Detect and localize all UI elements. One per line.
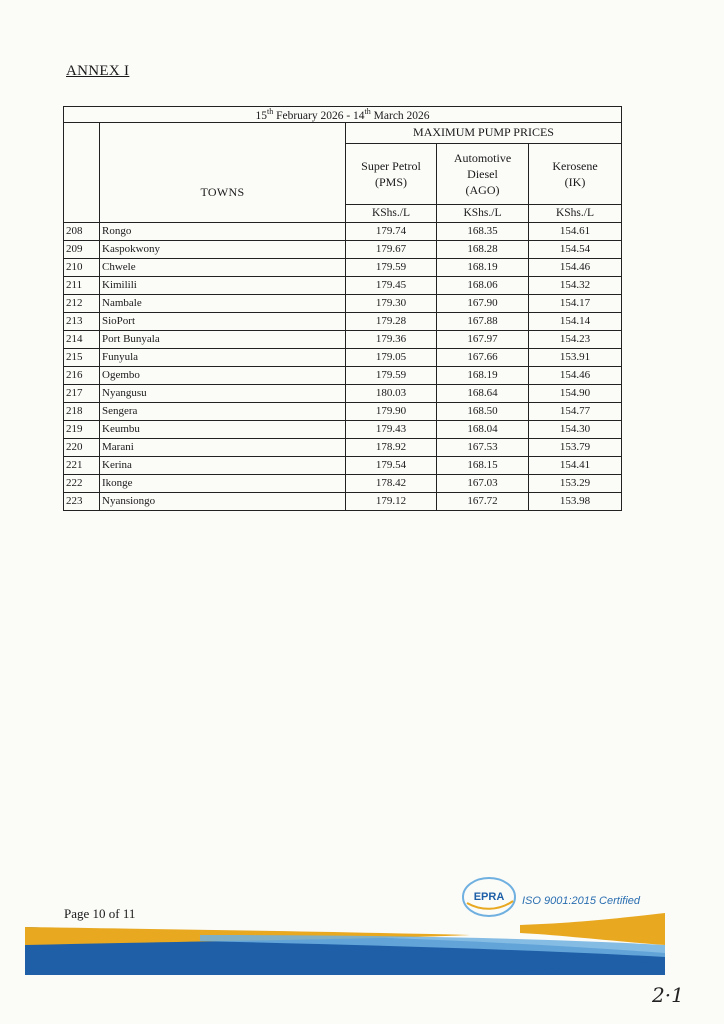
town-name: Kerina bbox=[100, 456, 346, 474]
epra-logo-text: EPRA bbox=[473, 891, 505, 903]
town-name: Ikonge bbox=[100, 474, 346, 492]
ik-price: 154.54 bbox=[529, 240, 622, 258]
pms-column-header: Super Petrol (PMS) bbox=[346, 143, 437, 204]
table-row bbox=[64, 222, 622, 240]
table-row bbox=[64, 294, 622, 312]
ik-price: 154.61 bbox=[529, 222, 622, 240]
pms-unit: KShs./L bbox=[346, 204, 437, 222]
table-row bbox=[64, 456, 622, 474]
town-name: SioPort bbox=[100, 312, 346, 330]
page-number: Page 10 of 11 bbox=[64, 906, 136, 921]
pms-price: 179.67 bbox=[346, 240, 437, 258]
ik-price: 153.91 bbox=[529, 348, 622, 366]
ik-price: 154.17 bbox=[529, 294, 622, 312]
table-row bbox=[64, 240, 622, 258]
ago-price: 167.90 bbox=[437, 294, 529, 312]
pms-price: 178.42 bbox=[346, 474, 437, 492]
pump-prices-table bbox=[63, 106, 622, 511]
pms-price: 179.90 bbox=[346, 402, 437, 420]
pms-price: 180.03 bbox=[346, 384, 437, 402]
ago-price: 167.53 bbox=[437, 438, 529, 456]
row-number: 221 bbox=[64, 456, 100, 474]
town-name: Sengera bbox=[100, 402, 346, 420]
iso-certification: ISO 9001:2015 Certified bbox=[522, 895, 641, 907]
ago-price: 168.04 bbox=[437, 420, 529, 438]
handwritten-mark: 2·1 bbox=[652, 983, 684, 1007]
row-number: 217 bbox=[64, 384, 100, 402]
table-row bbox=[64, 366, 622, 384]
row-number: 208 bbox=[64, 222, 100, 240]
pms-price: 179.36 bbox=[346, 330, 437, 348]
row-number: 214 bbox=[64, 330, 100, 348]
table-row bbox=[64, 330, 622, 348]
ik-price: 153.98 bbox=[529, 492, 622, 510]
pms-price: 179.30 bbox=[346, 294, 437, 312]
ik-price: 154.46 bbox=[529, 366, 622, 384]
table-row bbox=[64, 312, 622, 330]
pms-price: 179.43 bbox=[346, 420, 437, 438]
ago-unit: KShs./L bbox=[437, 204, 529, 222]
row-number: 223 bbox=[64, 492, 100, 510]
row-number: 212 bbox=[64, 294, 100, 312]
town-name: Nyangusu bbox=[100, 384, 346, 402]
town-name: Nyansiongo bbox=[100, 492, 346, 510]
table-row bbox=[64, 384, 622, 402]
ago-price: 168.50 bbox=[437, 402, 529, 420]
table-row bbox=[64, 258, 622, 276]
ik-price: 154.30 bbox=[529, 420, 622, 438]
ik-price: 153.29 bbox=[529, 474, 622, 492]
ago-price: 168.64 bbox=[437, 384, 529, 402]
period-header: 15th February 2026 - 14th March 2026 bbox=[64, 107, 622, 123]
table-row bbox=[64, 474, 622, 492]
row-number-header bbox=[64, 122, 100, 222]
ago-price: 168.19 bbox=[437, 366, 529, 384]
row-number: 222 bbox=[64, 474, 100, 492]
pms-price: 179.74 bbox=[346, 222, 437, 240]
row-number: 211 bbox=[64, 276, 100, 294]
max-prices-header: MAXIMUM PUMP PRICES bbox=[346, 122, 622, 143]
table-body bbox=[64, 222, 622, 510]
row-number: 216 bbox=[64, 366, 100, 384]
row-number: 209 bbox=[64, 240, 100, 258]
ik-price: 153.79 bbox=[529, 438, 622, 456]
town-name: Nambale bbox=[100, 294, 346, 312]
epra-logo bbox=[461, 875, 521, 919]
ik-price: 154.14 bbox=[529, 312, 622, 330]
row-number: 210 bbox=[64, 258, 100, 276]
ago-price: 168.28 bbox=[437, 240, 529, 258]
ik-price: 154.77 bbox=[529, 402, 622, 420]
ago-price: 167.66 bbox=[437, 348, 529, 366]
town-name: Kimilili bbox=[100, 276, 346, 294]
town-name: Port Bunyala bbox=[100, 330, 346, 348]
ago-price: 168.35 bbox=[437, 222, 529, 240]
table-row bbox=[64, 492, 622, 510]
town-name: Rongo bbox=[100, 222, 346, 240]
town-name: Kaspokwony bbox=[100, 240, 346, 258]
towns-header: TOWNS bbox=[100, 122, 346, 222]
town-name: Funyula bbox=[100, 348, 346, 366]
town-name: Marani bbox=[100, 438, 346, 456]
row-number: 218 bbox=[64, 402, 100, 420]
pms-price: 178.92 bbox=[346, 438, 437, 456]
ago-price: 167.72 bbox=[437, 492, 529, 510]
ik-price: 154.23 bbox=[529, 330, 622, 348]
annex-title: ANNEX I bbox=[66, 63, 130, 79]
row-number: 213 bbox=[64, 312, 100, 330]
ago-price: 168.06 bbox=[437, 276, 529, 294]
pms-price: 179.12 bbox=[346, 492, 437, 510]
ago-price: 167.03 bbox=[437, 474, 529, 492]
pms-price: 179.05 bbox=[346, 348, 437, 366]
table-row bbox=[64, 438, 622, 456]
table-row bbox=[64, 402, 622, 420]
pms-price: 179.28 bbox=[346, 312, 437, 330]
ik-price: 154.46 bbox=[529, 258, 622, 276]
table-row bbox=[64, 348, 622, 366]
ik-unit: KShs./L bbox=[529, 204, 622, 222]
ago-price: 167.97 bbox=[437, 330, 529, 348]
row-number: 220 bbox=[64, 438, 100, 456]
table-row bbox=[64, 276, 622, 294]
table-row bbox=[64, 420, 622, 438]
ago-price: 168.19 bbox=[437, 258, 529, 276]
ik-price: 154.41 bbox=[529, 456, 622, 474]
row-number: 215 bbox=[64, 348, 100, 366]
pms-price: 179.45 bbox=[346, 276, 437, 294]
ik-price: 154.90 bbox=[529, 384, 622, 402]
ago-column-header: Automotive Diesel (AGO) bbox=[437, 143, 529, 204]
footer-wave-band bbox=[0, 905, 724, 985]
ago-price: 168.15 bbox=[437, 456, 529, 474]
pms-price: 179.54 bbox=[346, 456, 437, 474]
pms-price: 179.59 bbox=[346, 258, 437, 276]
ago-price: 167.88 bbox=[437, 312, 529, 330]
town-name: Ogembo bbox=[100, 366, 346, 384]
ik-column-header: Kerosene (IK) bbox=[529, 143, 622, 204]
row-number: 219 bbox=[64, 420, 100, 438]
town-name: Chwele bbox=[100, 258, 346, 276]
ik-price: 154.32 bbox=[529, 276, 622, 294]
town-name: Keumbu bbox=[100, 420, 346, 438]
pms-price: 179.59 bbox=[346, 366, 437, 384]
